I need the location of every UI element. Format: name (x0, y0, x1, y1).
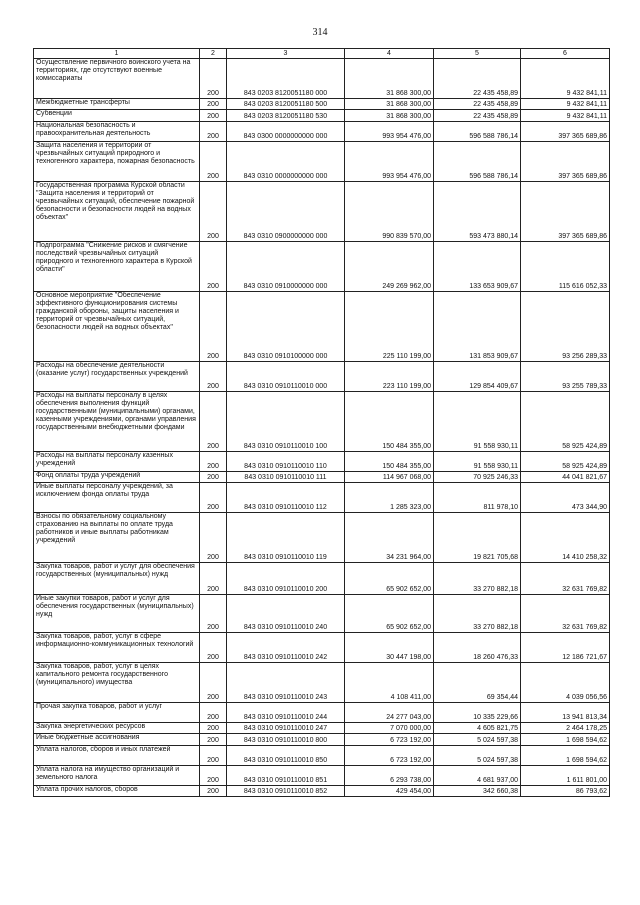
table-row (34, 595, 610, 633)
row-assigned-cell: 6 723 192,00 (345, 746, 434, 766)
row-executed-cell: 91 558 930,11 (434, 452, 521, 472)
header-cell: 3 (227, 49, 345, 59)
table-row (34, 242, 610, 292)
row-executed-cell: 129 854 409,67 (434, 362, 521, 392)
row-classifier-cell: 843 0203 8120051180 530 (227, 110, 345, 122)
row-remaining-cell: 4 039 056,56 (521, 663, 610, 703)
row-name-cell: Расходы на выплаты персоналу в целях обеспечения выполнения функций государственными (муниципальными) органами, казенными учреждениями, органами управления государственными внебюджетными фондами (34, 392, 200, 452)
row-classifier-cell: 843 0310 0910110010 240 (227, 595, 345, 633)
row-remaining-cell: 397 365 689,86 (521, 122, 610, 142)
row-name-cell: Расходы на обеспечение деятельности (оказание услуг) государственных учреждений (34, 362, 200, 392)
header-cell: 2 (200, 49, 227, 59)
row-classifier-cell: 843 0310 0900000000 000 (227, 182, 345, 242)
row-code-cell: 200 (200, 362, 227, 392)
row-name-cell: Защита населения и территории от чрезвычайных ситуаций природного и техногенного характера, пожарная безопасность (34, 142, 200, 182)
row-assigned-cell: 6 293 738,00 (345, 766, 434, 786)
row-assigned-cell: 223 110 199,00 (345, 362, 434, 392)
row-executed-cell: 811 978,10 (434, 483, 521, 513)
budget-table (33, 48, 610, 797)
row-name-cell: Подпрограмма "Снижение рисков и смягчение последствий чрезвычайных ситуаций природного и техногенного характера в Курской области" (34, 242, 200, 292)
row-executed-cell: 10 335 229,66 (434, 703, 521, 723)
row-code-cell: 200 (200, 703, 227, 723)
row-name-cell: Уплата налогов, сборов и иных платежей (34, 746, 200, 766)
table-row (34, 122, 610, 142)
row-assigned-cell: 993 954 476,00 (345, 122, 434, 142)
row-code-cell: 200 (200, 746, 227, 766)
row-classifier-cell: 843 0310 0910110010 851 (227, 766, 345, 786)
row-remaining-cell: 1 611 801,00 (521, 766, 610, 786)
row-assigned-cell: 429 454,00 (345, 786, 434, 797)
table-row (34, 563, 610, 595)
row-classifier-cell: 843 0310 0910110010 850 (227, 746, 345, 766)
row-executed-cell: 70 925 246,33 (434, 472, 521, 483)
row-classifier-cell: 843 0310 0910100000 000 (227, 292, 345, 362)
table-row (34, 362, 610, 392)
row-executed-cell: 33 270 882,18 (434, 563, 521, 595)
table-row (34, 723, 610, 734)
row-assigned-cell: 1 285 323,00 (345, 483, 434, 513)
row-classifier-cell: 843 0310 0910110010 244 (227, 703, 345, 723)
table-row (34, 59, 610, 99)
row-classifier-cell: 843 0310 0910110010 000 (227, 362, 345, 392)
row-executed-cell: 4 605 821,75 (434, 723, 521, 734)
row-remaining-cell: 12 186 721,67 (521, 633, 610, 663)
table-row (34, 472, 610, 483)
row-name-cell: Закупка энергетических ресурсов (34, 723, 200, 734)
row-name-cell: Субвенции (34, 110, 200, 122)
row-classifier-cell: 843 0310 0910110010 112 (227, 483, 345, 513)
row-assigned-cell: 225 110 199,00 (345, 292, 434, 362)
table-row (34, 392, 610, 452)
row-classifier-cell: 843 0310 0910110010 119 (227, 513, 345, 563)
row-code-cell: 200 (200, 766, 227, 786)
row-code-cell: 200 (200, 786, 227, 797)
row-assigned-cell: 30 447 198,00 (345, 633, 434, 663)
row-remaining-cell: 93 256 289,33 (521, 292, 610, 362)
row-assigned-cell: 150 484 355,00 (345, 452, 434, 472)
row-code-cell: 200 (200, 633, 227, 663)
row-executed-cell: 22 435 458,89 (434, 110, 521, 122)
row-remaining-cell: 397 365 689,86 (521, 142, 610, 182)
row-remaining-cell: 9 432 841,11 (521, 99, 610, 110)
row-remaining-cell: 9 432 841,11 (521, 110, 610, 122)
row-assigned-cell: 65 902 652,00 (345, 563, 434, 595)
row-executed-cell: 91 558 930,11 (434, 392, 521, 452)
row-executed-cell: 33 270 882,18 (434, 595, 521, 633)
row-code-cell: 200 (200, 122, 227, 142)
row-assigned-cell: 990 839 570,00 (345, 182, 434, 242)
row-name-cell: Расходы на выплаты персоналу казенных учреждений (34, 452, 200, 472)
row-assigned-cell: 65 902 652,00 (345, 595, 434, 633)
header-cell: 1 (34, 49, 200, 59)
row-executed-cell: 5 024 597,38 (434, 734, 521, 746)
table-row (34, 452, 610, 472)
page-number: 314 (312, 27, 328, 38)
row-executed-cell: 131 853 909,67 (434, 292, 521, 362)
row-code-cell: 200 (200, 292, 227, 362)
row-remaining-cell: 93 255 789,33 (521, 362, 610, 392)
row-executed-cell: 22 435 458,89 (434, 59, 521, 99)
row-code-cell: 200 (200, 452, 227, 472)
row-name-cell: Закупка товаров, работ, услуг в сфере информационно-коммуникационных технологий (34, 633, 200, 663)
table-row (34, 663, 610, 703)
row-classifier-cell: 843 0310 0910110010 243 (227, 663, 345, 703)
row-code-cell: 200 (200, 242, 227, 292)
row-executed-cell: 22 435 458,89 (434, 99, 521, 110)
row-executed-cell: 593 473 880,14 (434, 182, 521, 242)
row-name-cell: Межбюджетные трансферты (34, 99, 200, 110)
header-cell: 6 (521, 49, 610, 59)
table-row (34, 292, 610, 362)
row-remaining-cell: 1 698 594,62 (521, 734, 610, 746)
row-code-cell: 200 (200, 472, 227, 483)
row-classifier-cell: 843 0310 0910110010 852 (227, 786, 345, 797)
row-executed-cell: 596 588 786,14 (434, 142, 521, 182)
row-classifier-cell: 843 0310 0910110010 247 (227, 723, 345, 734)
row-assigned-cell: 7 070 000,00 (345, 723, 434, 734)
table-row (34, 703, 610, 723)
row-remaining-cell: 32 631 769,82 (521, 563, 610, 595)
row-remaining-cell: 44 041 821,67 (521, 472, 610, 483)
row-code-cell: 200 (200, 734, 227, 746)
row-remaining-cell: 1 698 594,62 (521, 746, 610, 766)
header-cell: 4 (345, 49, 434, 59)
row-classifier-cell: 843 0310 0000000000 000 (227, 142, 345, 182)
row-classifier-cell: 843 0310 0910000000 000 (227, 242, 345, 292)
row-remaining-cell: 32 631 769,82 (521, 595, 610, 633)
row-executed-cell: 18 260 476,33 (434, 633, 521, 663)
table-row (34, 110, 610, 122)
table-row (34, 142, 610, 182)
row-assigned-cell: 249 269 962,00 (345, 242, 434, 292)
row-assigned-cell: 31 868 300,00 (345, 110, 434, 122)
row-remaining-cell: 13 941 813,34 (521, 703, 610, 723)
row-name-cell: Закупка товаров, работ, услуг в целях капитального ремонта государственного (муниципального) имущества (34, 663, 200, 703)
row-remaining-cell: 397 365 689,86 (521, 182, 610, 242)
row-remaining-cell: 58 925 424,89 (521, 452, 610, 472)
row-name-cell: Закупка товаров, работ и услуг для обеспечения государственных (муниципальных) нужд (34, 563, 200, 595)
row-remaining-cell: 473 344,90 (521, 483, 610, 513)
row-name-cell: Уплата прочих налогов, сборов (34, 786, 200, 797)
row-classifier-cell: 843 0310 0910110010 100 (227, 392, 345, 452)
row-name-cell: Иные закупки товаров, работ и услуг для обеспечения государственных (муниципальных) нужд (34, 595, 200, 633)
row-name-cell: Взносы по обязательному социальному страхованию на выплаты по оплате труда работников и иные выплаты работникам учреждений (34, 513, 200, 563)
row-assigned-cell: 6 723 192,00 (345, 734, 434, 746)
row-assigned-cell: 993 954 476,00 (345, 142, 434, 182)
row-assigned-cell: 4 108 411,00 (345, 663, 434, 703)
row-name-cell: Иные бюджетные ассигнования (34, 734, 200, 746)
row-classifier-cell: 843 0310 0910110010 242 (227, 633, 345, 663)
row-assigned-cell: 150 484 355,00 (345, 392, 434, 452)
row-code-cell: 200 (200, 663, 227, 703)
row-code-cell: 200 (200, 110, 227, 122)
table-row (34, 633, 610, 663)
row-name-cell: Уплата налога на имущество организаций и земельного налога (34, 766, 200, 786)
table-row (34, 513, 610, 563)
row-remaining-cell: 115 616 052,33 (521, 242, 610, 292)
table-row (34, 99, 610, 110)
row-name-cell: Иные выплаты персоналу учреждений, за исключением фонда оплаты труда (34, 483, 200, 513)
row-classifier-cell: 843 0300 0000000000 000 (227, 122, 345, 142)
row-executed-cell: 69 354,44 (434, 663, 521, 703)
row-classifier-cell: 843 0310 0910110010 200 (227, 563, 345, 595)
row-assigned-cell: 31 868 300,00 (345, 59, 434, 99)
row-name-cell: Государственная программа Курской области "Защита населения и территорий от чрезвычайных ситуаций, обеспечение пожарной безопасности и безопасности людей на водных объектах" (34, 182, 200, 242)
row-classifier-cell: 843 0310 0910110010 800 (227, 734, 345, 746)
row-classifier-cell: 843 0310 0910110010 111 (227, 472, 345, 483)
row-code-cell: 200 (200, 59, 227, 99)
row-code-cell: 200 (200, 392, 227, 452)
row-code-cell: 200 (200, 595, 227, 633)
table-row (34, 746, 610, 766)
row-remaining-cell: 9 432 841,11 (521, 59, 610, 99)
row-name-cell: Осуществление первичного воинского учета на территориях, где отсутствуют военные комиссариаты (34, 59, 200, 99)
header-cell: 5 (434, 49, 521, 59)
table-row (34, 786, 610, 797)
table-row (34, 766, 610, 786)
row-executed-cell: 133 653 909,67 (434, 242, 521, 292)
table-row (34, 483, 610, 513)
row-name-cell: Прочая закупка товаров, работ и услуг (34, 703, 200, 723)
row-name-cell: Основное мероприятие "Обеспечение эффективного функционирования системы гражданской обороны, защиты населения и территорий от чрезвычайных ситуаций, безопасности людей на водных объектах" (34, 292, 200, 362)
row-remaining-cell: 2 464 178,25 (521, 723, 610, 734)
row-executed-cell: 342 660,38 (434, 786, 521, 797)
row-remaining-cell: 58 925 424,89 (521, 392, 610, 452)
row-assigned-cell: 24 277 043,00 (345, 703, 434, 723)
row-assigned-cell: 114 967 068,00 (345, 472, 434, 483)
table-row (34, 182, 610, 242)
row-executed-cell: 4 681 937,00 (434, 766, 521, 786)
row-remaining-cell: 86 793,62 (521, 786, 610, 797)
row-code-cell: 200 (200, 563, 227, 595)
row-remaining-cell: 14 410 258,32 (521, 513, 610, 563)
row-assigned-cell: 31 868 300,00 (345, 99, 434, 110)
row-code-cell: 200 (200, 99, 227, 110)
row-assigned-cell: 34 231 964,00 (345, 513, 434, 563)
row-classifier-cell: 843 0203 8120051180 500 (227, 99, 345, 110)
row-code-cell: 200 (200, 723, 227, 734)
table-header-row (34, 49, 610, 59)
row-code-cell: 200 (200, 483, 227, 513)
table-row (34, 734, 610, 746)
row-code-cell: 200 (200, 513, 227, 563)
row-executed-cell: 19 821 705,68 (434, 513, 521, 563)
row-name-cell: Фонд оплаты труда учреждений (34, 472, 200, 483)
row-executed-cell: 596 588 786,14 (434, 122, 521, 142)
row-code-cell: 200 (200, 142, 227, 182)
row-executed-cell: 5 024 597,38 (434, 746, 521, 766)
row-classifier-cell: 843 0203 8120051180 000 (227, 59, 345, 99)
row-classifier-cell: 843 0310 0910110010 110 (227, 452, 345, 472)
row-name-cell: Национальная безопасность и правоохранительная деятельность (34, 122, 200, 142)
row-code-cell: 200 (200, 182, 227, 242)
